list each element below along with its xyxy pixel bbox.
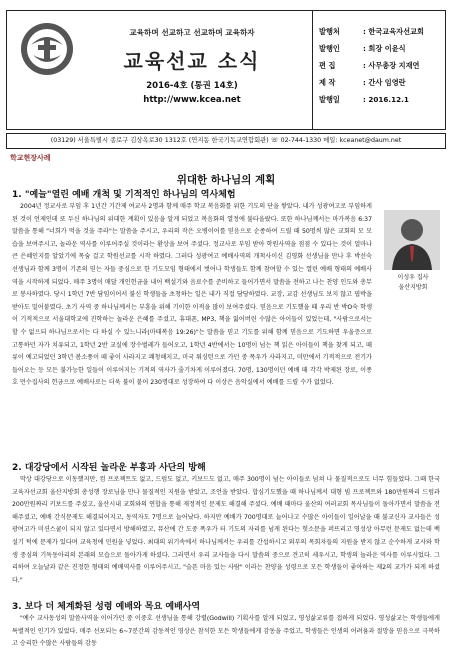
newsletter-title: 교육선교 소식 [123,49,261,73]
section-label: 학교현장사례 [10,154,51,162]
publisher-value: : 사무총장 지재연 [363,61,420,70]
paragraph-2: 막상 대강당으로 이동했지만, 컴 프로젝트도 없고, 드럼도 없고, 키보드도 없고, 매주 300명이 넘는 아이들로 넘쳐 나 물질적으로도 너무 힘들었다. 그때 한국교육자선교회 울산지방회 총성행 장로님을 만나 물질적인 지원을 받았고, 조언을 받았다. 합심기도했을 때 하나님께서 대형 빔 프로젝트와 180만원짜리 드럼과 200만원짜리 키보드를 주셨고, 울산시내 교회와의 연합을 통해 재정적인 문제도 해결해 주셨다. 예배 때마다 울산의 여러교회 목사님들이 돌아가면서 말씀을 전해주셨고, 예배 간식문제도 해결되어지고, 동역자도 7명으로 늘어났다. 하지만 예배가 700명대로 늘어나고 수많은 아이들이 일어날을 때 불교신자 교사들은 성광여고가 미션스쿨이 되지 않고 있다면서 방해하였고, 뮤산에 간 도중 폭우가 터 기도의 자리를 넘게 된다는 헛소문을 퍼뜨리고 영성상 아무런 문제도 없는데 백설기 턱에 문제가 있다며 교육청에 민원을 넣었다. 최대의 위기속에서 하나님께서는 우리를 간섭하시고 외부의 목회자들의 지원을 받지 않고 순수하게 교사와 학생 중심의 기독동아리의 본래의 모습으로 돌아가게 하셨다. 그러면서 우리 교사들을 다시 말씀의 중으로 견고히 세우시고, 학생의 놀라운 역사를 이루시었다. 그리하여 오늘날과 같은 진정한 형태의 예배역사를 이루어주시고, "슬픈 마음 있는 사람" 이라는 찬양을 성령으로 모든 학생들이 좋아하는 제2의 교가가 되게 하셨다." [12,476,440,584]
publisher-value: : 간사 임영란 [363,78,406,87]
photo-caption: 이성우 집사 울산지방회 [397,274,429,291]
section-heading-1: 1. "예늘"열린 예배 개척 및 기적적인 하나님의 역사체험 [12,190,236,200]
publisher-label: 발행인 [319,44,340,53]
article-title: 위대한 하나님의 계획 [176,174,276,186]
publisher-value: : 회장 이윤식 [363,44,406,53]
masthead [6,10,446,130]
section-heading-3: 3. 보다 더 체계화된 성령 예배와 목요 예배사역 [12,602,201,612]
publisher-row [319,23,445,40]
publisher-row [319,91,445,108]
issue-number: 2016-4호 (통권 14호) [146,81,238,91]
publisher-label: 발행일 [319,95,340,104]
author-photo [384,210,440,270]
paragraph-3: "예수 교사동성의 말씀사역을 이어가던 중 이중호 선생님을 통해 강렬(Godwill) 기획사를 알게 되었고, 영성삶교류를 접하게 되었다. 영성삶교는 학생들에게 특별적인 인기가 있었다. 매주 선포되는 6~7분간의 감동적인 영상은 참석한 모든 학생들에게 감동을 주었고, 학생들은 인생의 어려움과 절망을 믿음으로 극복하고 승리한 수많은 사람들의 감동 [12,615,440,648]
publisher-row [319,57,445,74]
website-link[interactable]: http://www.kcea.net [143,95,241,105]
masthead-motto: 교육하며 선교하고 선교하며 교육하자 [129,28,255,37]
contact-bar: (03129) 서울특별시 종로구 김상옥로30 1312호 (연지동 한국기독교연합회관) ☏ 02-744-1330 메일: kceanet@daum.net [6,133,446,149]
publisher-value: : 한국교육자선교회 [363,27,424,36]
publisher-label: 편 집 [319,61,336,70]
publisher-info [313,11,445,129]
masthead-left [7,11,313,129]
publisher-label: 제 작 [319,78,336,87]
publisher-value: : 2016.12.1 [363,95,409,104]
section-heading-2: 2. 대강당에서 시작된 놀라운 부흥과 사단의 방해 [12,463,206,473]
publisher-row [319,74,445,91]
paragraph-1: 2004년 정교사로 부임 후 1년간 기간제 여교사 2명과 함께 매주 학교 복음화를 위한 기도의 단을 쌓았다. 내가 성광여고로 부임하게 된 것이 언제인데 또 두신 하나님의 위대한 계획이 있음을 알게 되었고 복음화의 열정에 불타올랐다. 또한 하나님께서는 마가복음 6:37 말씀을 통해 "너희가 먹을 것을 주라"는 말씀을 주시고, 우리의 작은 오병이어를 믿음으로 순종하여 드릴 때 50명씩 많은 교회의 모 모습을 보여주시고, 놀라운 역사를 이루어주실 것이라는 환상을 보여 주셨다. 정교사로 부임 받아 학원사역을 점점 수 있다는 것이 얼마나 큰 은혜인지를 알았기에 목숨 걸고 학원선교를 시작 하였다. 그러다 성광여고 예배사역의 개척사이신 김영화 선생님을 만나 후 박선숙 선생님과 함께 3명이 기존의 믿는 자들 중심으로 한 기도모임 형태에서 벗어나 학생들도 함께 참여할 수 있는 열린 예배 형태의 예배사역을 시작하게 되었다. 매주 3명이 매달 개인헌금을 내어 백설기와 음료수를 준비하고 들어가면서 말씀을 전하고 나는 찬양 인도와 총무로 봉사하였다. 당시 1학년 7반 담임이어서 불신 학생들을 초청하는 일은 내가 직접 담당하였다. 교장, 교감 선생님도 보지 않고 핍박을 받아도 밀어붙였다. 초기 사역 중 하나님께서는 부흥을 위해 기이한 이적을 많이 보여주셨다. 믿음으로 기도했을 때 우리 반 박O숙 학생이 기적적으로 서울대학교에 진학하는 놀라운 은혜를 주셨고, 휴대폰, MP3, 책을 잃어버린 수많은 아이들이 있었는데, "사람으로서는 할 수 없으되 하나님으로서는 다 하실 수 있느니라(마태복음 19:26)"는 말씀을 믿고 기도를 위해 함께 믿음으로 기도하면 우울증으로 고통하던 자가 치유되고, 1학년 2반 교실에 장수벌레가 들어오고, 1학년 4반에서는 10명이 넘는 책 읽은 아이들이 책을 찾게 되고, 때류이 예고되었던 3학년 봄소풍이 때 좋이 사라지고 쾌청해지고, 미국 워싱턴으로 가던 중 폭우가 사라지고, 미만에서 기적적으로 전기가 들어오는 등 모든 불가능한 일들이 이루어지는 기적의 역사가 줄기차게 이루어졌다. 70명, 130명이던 예배 때 각각 박제된 장로, 이종호 먼수집사의 헌금으로 예배사로는 더욱 불이 붙어 230명대로 성장하여 다 이상은 음악실에서 예배를 드릴 수가 없었다. [12,203,372,387]
kcea-logo-icon [19,21,75,77]
publisher-row [319,40,445,57]
publisher-label: 발행처 [319,27,340,36]
